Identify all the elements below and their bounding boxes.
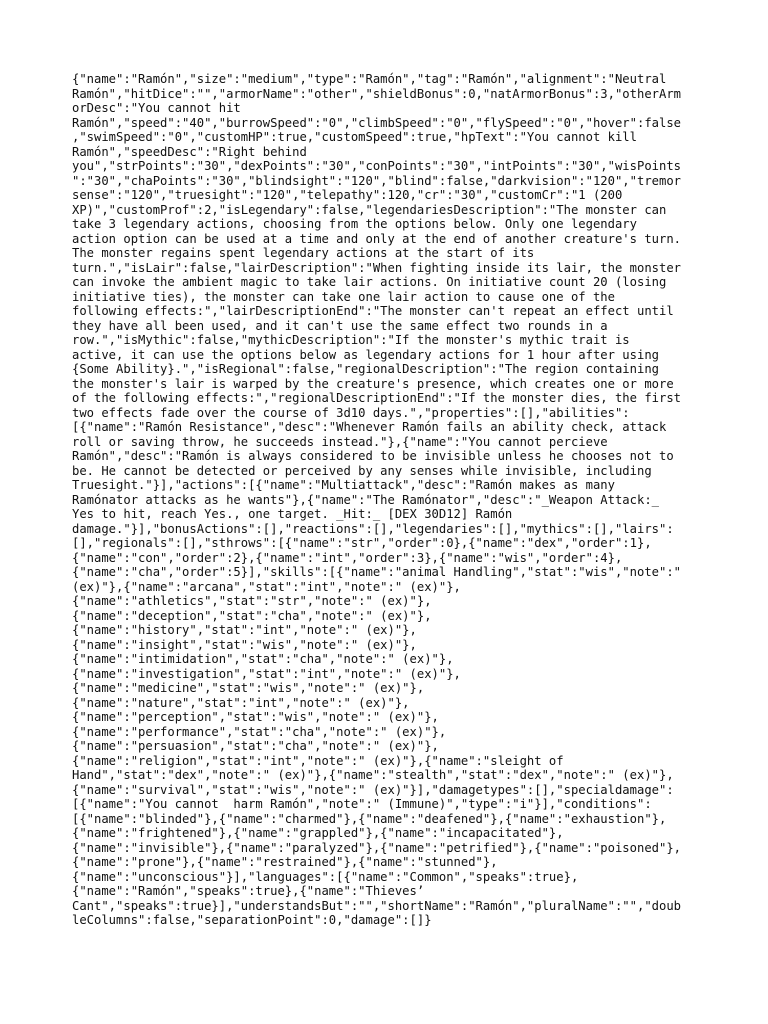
text-line: {"name":"prone"},{"name":"restrained"},{"name":"stunned"},	[72, 855, 498, 869]
text-line: {"name":"frightened"},{"name":"grappled"},{"name":"incapacitated"},	[72, 826, 564, 840]
text-line: turn.","isLair":false,"lairDescription":"When fighting inside its lair, the monster	[72, 260, 682, 275]
text-line: sense":"120","truesight":"120","telepathy":120,"cr":"30","customCr":"1 (200	[72, 188, 623, 202]
text-line: {"name":"con","order":2},{"name":"int","order":3},{"name":"wis","order":4},	[72, 550, 623, 565]
text-line: take 3 legendary actions, choosing from the options below. Only one legendary	[72, 217, 637, 231]
text-line: {"name":"investigation","stat":"int","note":" (ex)"},	[72, 666, 461, 681]
json-text-body	[72, 72, 700, 928]
text-line: you","strPoints":"30","dexPoints":"30","conPoints":"30","intPoints":"30","wisPoints	[72, 159, 682, 173]
text-line: the monster's lair is warped by the creature's presence, which creates one or more	[72, 376, 674, 391]
text-line: Ramón","desc":"Ramón is always considered to be invisible unless he chooses not to	[72, 449, 674, 463]
text-line: Ramón","speedDesc":"Right behind	[72, 144, 307, 159]
text-line: of the following effects:","regionalDescriptionEnd":"If the monster dies, the first	[72, 391, 682, 405]
text-line: be. He cannot be detected or perceived by any senses while invisible, including	[72, 463, 652, 478]
text-line: {"name":"invisible"},{"name":"paralyzed"},{"name":"petrified"},{"name":"poisoned"},	[72, 840, 682, 855]
text-line: Truesight."}],"actions":[{"name":"Multiattack","desc":"Ramón makes as many	[72, 478, 615, 492]
text-line: {"name":"Ramón","size":"medium","type":"Ramón","tag":"Ramón","alignment":"Neutral	[72, 72, 667, 86]
text-line: action option can be used at a time and only at the end of another creature's turn.	[72, 231, 682, 246]
text-line: Yes to hit, reach Yes., one target. _Hit:_ [DEX 30D12] Ramón	[72, 507, 513, 521]
text-line: {"name":"persuasion","stat":"cha","note":" (ex)"},	[72, 739, 439, 753]
text-line: Ramón","speed":"40","burrowSpeed":"0","climbSpeed":"0","flySpeed":"0","hover":false	[72, 115, 682, 130]
text-line: {"name":"performance","stat":"cha","note":" (ex)"},	[72, 724, 447, 739]
text-line: {"name":"survival","stat":"wis","note":" (ex)"}],"damagetypes":[],"specialdamage":	[72, 782, 674, 797]
text-line: [{"name":"Ramón Resistance","desc":"Whenever Ramón fails an ability check, attack	[72, 420, 667, 434]
text-line: The monster regains spent legendary actions at the start of its	[72, 246, 535, 260]
text-line: (ex)"},{"name":"arcana","stat":"int","note":" (ex)"},	[72, 579, 461, 594]
text-line: roll or saving throw, he succeeds instead."},{"name":"You cannot percieve	[72, 434, 608, 449]
text-line: {"name":"nature","stat":"int","note":" (ex)"},	[72, 695, 410, 710]
text-line: {"name":"deception","stat":"cha","note":" (ex)"},	[72, 608, 432, 623]
text-line: [],"regionals":[],"sthrows":[{"name":"str","order":0},{"name":"dex","order":1},	[72, 536, 652, 550]
text-line: leColumns":false,"separationPoint":0,"damage":[]}	[72, 913, 432, 927]
text-line: {"name":"perception","stat":"wis","note":" (ex)"},	[72, 710, 439, 724]
text-line: Ramón","hitDice":"","armorName":"other","shieldBonus":0,"natArmorBonus":3,"otherArm	[72, 86, 682, 101]
text-line: {Some Ability}.","isRegional":false,"regionalDescription":"The region containing	[72, 362, 659, 376]
document-page	[72, 72, 700, 928]
text-line: [{"name":"You cannot harm Ramón","note":" (Immune)","type":"i"}],"conditions":	[72, 797, 652, 811]
text-line: Hand","stat":"dex","note":" (ex)"},{"name":"stealth","stat":"dex","note":" (ex)"},	[72, 768, 674, 782]
text-line: can invoke the ambient magic to take lair actions. On initiative count 20 (losing	[72, 275, 667, 289]
text-line: XP)","customProf":2,"isLegendary":false,"legendariesDescription":"The monster can	[72, 202, 667, 217]
text-line: {"name":"religion","stat":"int","note":" (ex)"},{"name":"sleight of	[72, 753, 564, 768]
text-line: {"name":"Ramón","speaks":true},{"name":"Thieves’	[72, 884, 425, 898]
text-line: {"name":"medicine","stat":"wis","note":" (ex)"},	[72, 681, 425, 695]
text-line: {"name":"history","stat":"int","note":" (ex)"},	[72, 623, 417, 637]
text-line: row.","isMythic":false,"mythicDescription":"If the monster's mythic trait is	[72, 333, 630, 347]
text-line: {"name":"insight","stat":"wis","note":" (ex)"},	[72, 637, 417, 652]
text-line: following effects:","lairDescriptionEnd":"The monster can't repeat an effect until	[72, 304, 674, 318]
text-line: {"name":"unconscious"}],"languages":[{"name":"Common","speaks":true},	[72, 869, 579, 884]
text-line: ,"swimSpeed":"0","customHP":true,"customSpeed":true,"hpText":"You cannot kill	[72, 130, 637, 144]
text-line: they have all been used, and it can't use the same effect two rounds in a	[72, 318, 608, 333]
text-line: Cant","speaks":true}],"understandsBut":"","shortName":"Ramón","pluralName":"","doub	[72, 898, 682, 913]
text-line: ":"30","chaPoints":"30","blindsight":"120","blind":false,"darkvision":"120","tremor	[72, 173, 682, 188]
text-line: {"name":"athletics","stat":"str","note":" (ex)"},	[72, 594, 432, 608]
text-line: initiative ties), the monster can take one lair action to cause one of the	[72, 289, 615, 304]
text-line: [{"name":"blinded"},{"name":"charmed"},{"name":"deafened"},{"name":"exhaustion"},	[72, 811, 667, 826]
text-line: Ramónator attacks as he wants"},{"name":"The Ramónator","desc":"_Weapon Attack:_	[72, 492, 659, 507]
text-line: two effects fade over the course of 3d10 days.","properties":[],"abilities":	[72, 405, 630, 420]
text-line: {"name":"cha","order":5}],"skills":[{"name":"animal Handling","stat":"wis","note":"	[72, 565, 682, 579]
text-line: active, it can use the options below as legendary actions for 1 hour after using	[72, 347, 659, 362]
text-line: orDesc":"You cannot hit	[72, 101, 241, 115]
text-line: damage."}],"bonusActions":[],"reactions":[],"legendaries":[],"mythics":[],"lairs":	[72, 521, 674, 536]
text-line: {"name":"intimidation","stat":"cha","note":" (ex)"},	[72, 652, 454, 666]
